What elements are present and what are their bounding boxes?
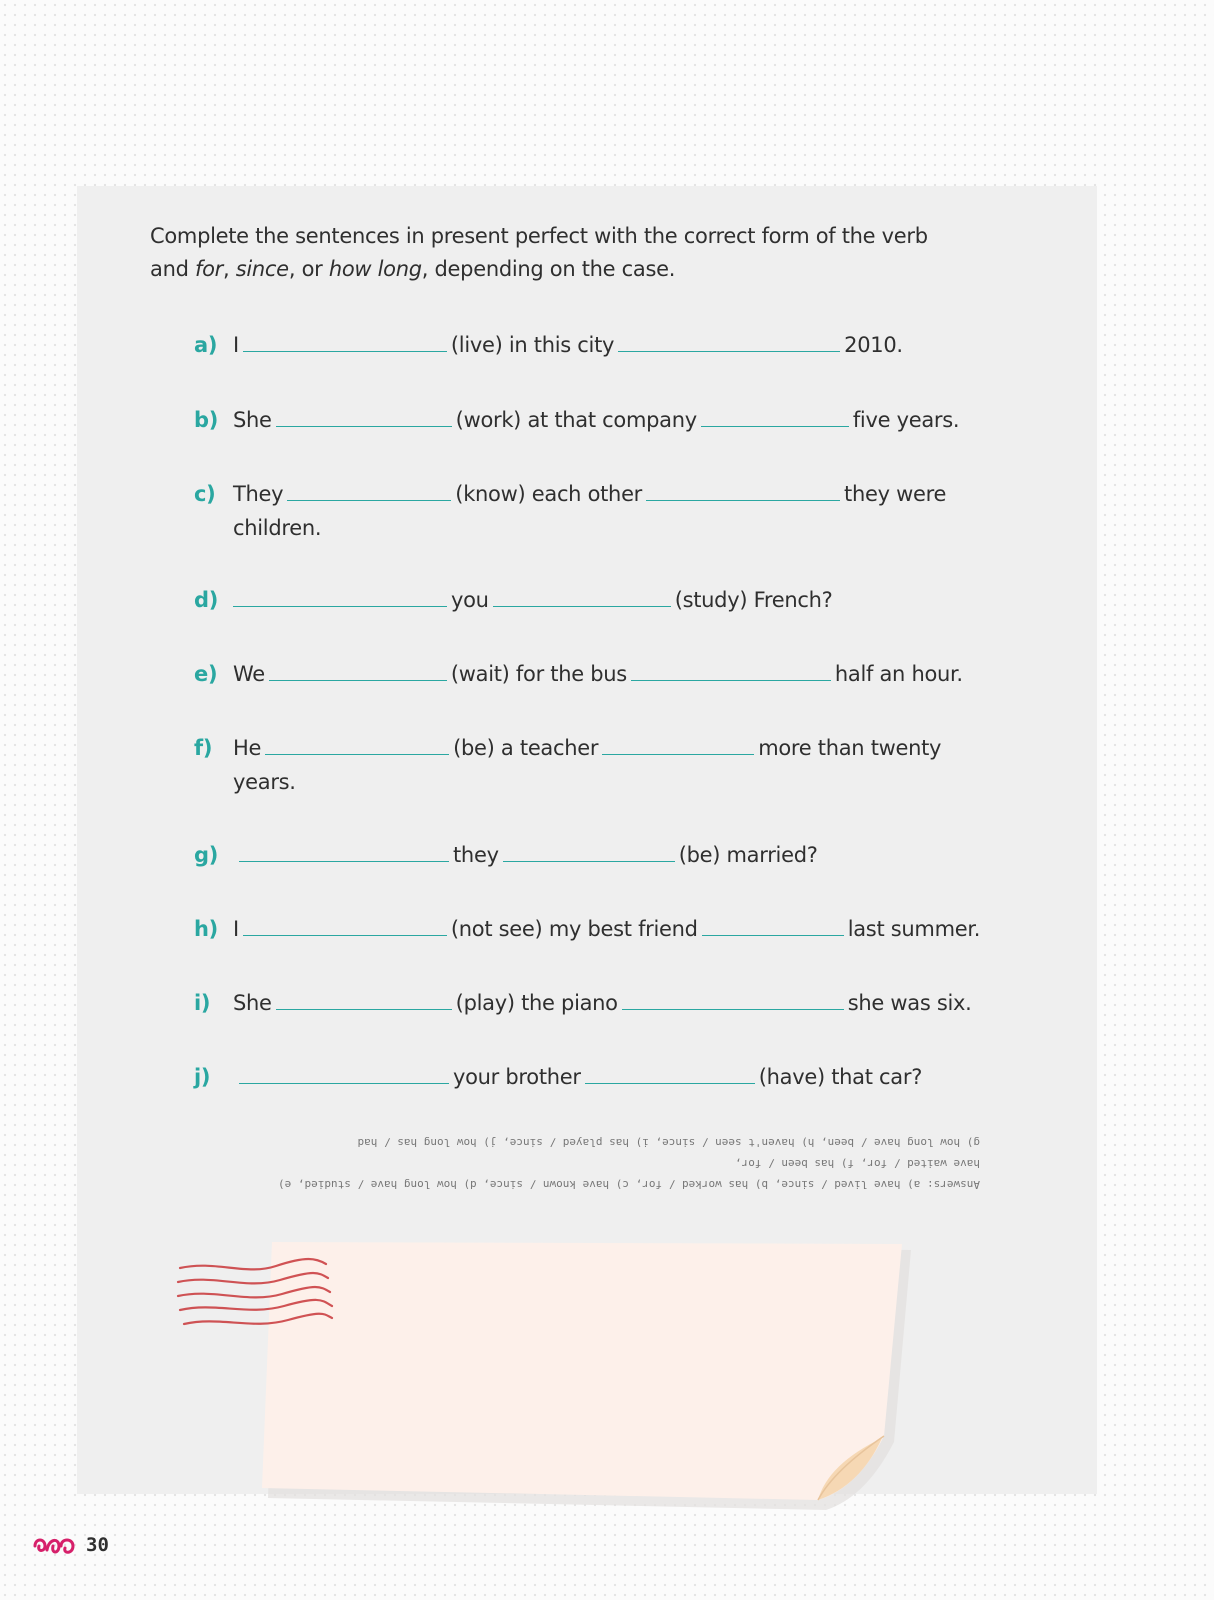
item-text: she was six.	[847, 991, 972, 1015]
item-text: more than twenty years.	[233, 736, 942, 794]
answer-blank[interactable]	[493, 584, 671, 607]
item-text: last summer.	[847, 917, 981, 941]
answer-blank[interactable]	[233, 584, 447, 607]
answer-blank[interactable]	[646, 478, 840, 501]
item-body	[233, 583, 993, 617]
item-text: (be) a teacher	[453, 736, 599, 760]
item-body	[233, 731, 993, 799]
answer-blank[interactable]	[618, 329, 840, 352]
answer-blank[interactable]	[503, 839, 675, 862]
item-body	[233, 912, 993, 946]
item-body	[233, 838, 993, 872]
instructions-text: Complete the sentences in present perfect with the correct form of the verb and	[150, 224, 928, 281]
item-text: your brother	[453, 1065, 581, 1089]
item-text: He	[233, 736, 262, 760]
item-text: We	[233, 662, 265, 686]
sticky-note	[262, 1238, 912, 1518]
answer-key-line: Answers: a) have lived / since, b) has worked / for, c) have known / since, d) how long have / studied, e) have waited / for, f) has been / for,	[278, 1157, 980, 1191]
item-text: (wait) for the bus	[450, 662, 627, 686]
answer-blank[interactable]	[602, 732, 754, 755]
item-text: you	[451, 588, 489, 612]
answer-blank[interactable]	[265, 732, 449, 755]
answer-blank[interactable]	[276, 404, 452, 427]
answer-blank[interactable]	[269, 658, 447, 681]
item-text: they were children.	[233, 482, 947, 540]
answer-blank[interactable]	[622, 987, 844, 1010]
answer-blank[interactable]	[239, 839, 449, 862]
item-letter: e)	[194, 662, 218, 686]
answer-blank[interactable]	[243, 913, 447, 936]
answer-blank[interactable]	[287, 478, 451, 501]
item-text: She	[233, 991, 272, 1015]
item-letter: j)	[194, 1065, 211, 1089]
item-letter: f)	[194, 736, 213, 760]
item-text: (study) French?	[674, 588, 833, 612]
answer-key-line: g) how long have / been, h) haven't seen / since, i) has played / since, j) how long has / had	[357, 1136, 980, 1149]
item-body	[233, 328, 993, 362]
instructions	[150, 220, 950, 286]
item-letter: h)	[194, 917, 218, 941]
instructions-how-long: how long	[328, 257, 422, 281]
item-letter: a)	[194, 333, 218, 357]
answer-blank[interactable]	[701, 404, 849, 427]
postmark-stamp-icon	[176, 1250, 336, 1340]
item-letter: c)	[194, 482, 216, 506]
item-body	[233, 477, 993, 545]
item-text: five years.	[852, 408, 960, 432]
item-text: half an hour.	[834, 662, 963, 686]
item-letter: i)	[194, 991, 211, 1015]
item-body	[233, 657, 993, 691]
answer-blank[interactable]	[585, 1061, 755, 1084]
item-text: She	[233, 408, 272, 432]
item-text: (play) the piano	[455, 991, 618, 1015]
item-text: (be) married?	[678, 843, 818, 867]
item-text: (live) in this city	[450, 333, 615, 357]
item-text: they	[453, 843, 499, 867]
item-text: I	[233, 333, 239, 357]
item-text: (not see) my best friend	[450, 917, 698, 941]
instructions-since: since	[235, 257, 289, 281]
item-text: (have) that car?	[758, 1065, 923, 1089]
item-body	[233, 403, 993, 437]
page-number: 30	[86, 1534, 109, 1556]
item-text: 2010.	[844, 333, 903, 357]
answer-blank[interactable]	[239, 1061, 449, 1084]
instructions-comma: ,	[222, 257, 230, 281]
instructions-for: for	[194, 257, 223, 281]
item-body	[233, 986, 993, 1020]
item-letter: g)	[194, 843, 219, 867]
answer-key	[260, 1132, 980, 1195]
answer-blank[interactable]	[702, 913, 844, 936]
instructions-or: , or	[288, 257, 329, 281]
item-text: I	[233, 917, 239, 941]
item-body	[233, 1060, 993, 1094]
answer-blank[interactable]	[276, 987, 452, 1010]
answer-blank[interactable]	[631, 658, 831, 681]
item-text: (work) at that company	[455, 408, 697, 432]
publisher-logo-icon	[31, 1532, 77, 1558]
item-text: They	[233, 482, 284, 506]
item-letter: b)	[194, 408, 219, 432]
item-letter: d)	[194, 588, 219, 612]
answer-blank[interactable]	[243, 329, 447, 352]
instructions-end: , depending on the case.	[421, 257, 676, 281]
item-text: (know) each other	[455, 482, 643, 506]
